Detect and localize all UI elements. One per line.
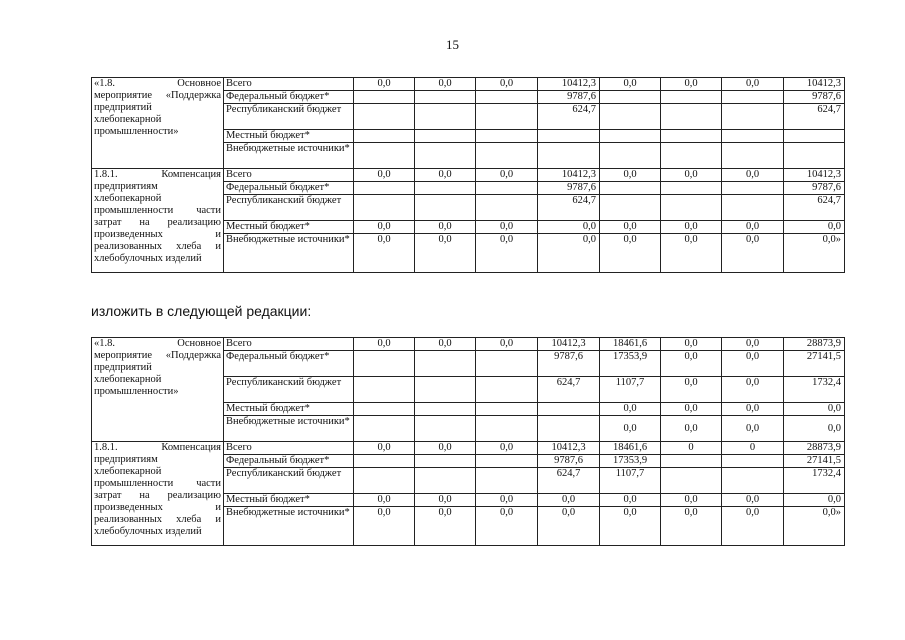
value-cell: 27141,5 bbox=[784, 455, 845, 468]
value-cell bbox=[661, 468, 722, 494]
value-cell: 0,0 bbox=[722, 403, 784, 416]
value-cell: 0,0 bbox=[661, 377, 722, 403]
value-cell: 0,0 bbox=[600, 169, 661, 182]
value-cell: 0,0 bbox=[784, 221, 845, 234]
funding-source: Всего bbox=[224, 442, 354, 455]
value-cell: 0,0 bbox=[784, 416, 845, 442]
value-cell: 10412,3 bbox=[538, 338, 600, 351]
value-cell bbox=[538, 143, 600, 169]
value-cell bbox=[354, 403, 415, 416]
value-cell bbox=[600, 195, 661, 221]
value-cell: 0,0 bbox=[538, 494, 600, 507]
value-cell: 10412,3 bbox=[538, 442, 600, 455]
value-cell: 0,0 bbox=[415, 507, 476, 546]
value-cell: 0,0 bbox=[415, 169, 476, 182]
value-cell: 0,0 bbox=[722, 338, 784, 351]
value-cell: 0,0 bbox=[661, 507, 722, 546]
table-row bbox=[92, 442, 845, 455]
value-cell: 0,0 bbox=[600, 403, 661, 416]
funding-source: Республиканский бюджет bbox=[224, 104, 354, 130]
value-cell: 9787,6 bbox=[784, 182, 845, 195]
value-cell: 9787,6 bbox=[538, 91, 600, 104]
table-row bbox=[92, 338, 845, 351]
value-cell bbox=[476, 351, 538, 377]
value-cell: 0,0 bbox=[661, 234, 722, 273]
value-cell: 18461,6 bbox=[600, 442, 661, 455]
value-cell bbox=[722, 468, 784, 494]
value-cell bbox=[661, 143, 722, 169]
value-cell: 624,7 bbox=[538, 468, 600, 494]
funding-source: Всего bbox=[224, 78, 354, 91]
value-cell bbox=[661, 195, 722, 221]
value-cell: 0,0 bbox=[661, 494, 722, 507]
value-cell: 0,0 bbox=[600, 416, 661, 442]
value-cell: 9787,6 bbox=[538, 455, 600, 468]
value-cell bbox=[600, 104, 661, 130]
value-cell: 0,0 bbox=[722, 494, 784, 507]
value-cell: 0,0 bbox=[600, 494, 661, 507]
value-cell: 624,7 bbox=[784, 104, 845, 130]
value-cell: 0,0 bbox=[354, 338, 415, 351]
value-cell bbox=[722, 182, 784, 195]
value-cell: 0,0 bbox=[722, 377, 784, 403]
funding-source: Всего bbox=[224, 169, 354, 182]
activity-name: 1.8.1. Компенсация предприятиям хлебопекарной промышленности части затрат на реализацию произведенных и реализованных хлеба и хлебобулочных изделий bbox=[92, 169, 224, 273]
value-cell: 0,0 bbox=[354, 221, 415, 234]
activity-name: «1.8. Основное мероприятие «Поддержка предприятий хлебопекарной промышленности» bbox=[92, 78, 224, 169]
value-cell: 28873,9 bbox=[784, 442, 845, 455]
value-cell: 0,0 bbox=[354, 507, 415, 546]
value-cell bbox=[476, 104, 538, 130]
value-cell bbox=[476, 195, 538, 221]
value-cell: 0,0 bbox=[415, 78, 476, 91]
value-cell bbox=[415, 195, 476, 221]
value-cell: 0,0 bbox=[354, 494, 415, 507]
value-cell bbox=[476, 143, 538, 169]
value-cell bbox=[415, 416, 476, 442]
value-cell: 1107,7 bbox=[600, 468, 661, 494]
value-cell bbox=[600, 130, 661, 143]
value-cell bbox=[538, 130, 600, 143]
value-cell bbox=[415, 130, 476, 143]
value-cell: 0,0 bbox=[661, 78, 722, 91]
funding-source: Республиканский бюджет bbox=[224, 468, 354, 494]
value-cell bbox=[722, 455, 784, 468]
value-cell: 0,0 bbox=[476, 78, 538, 91]
value-cell bbox=[476, 403, 538, 416]
value-cell bbox=[354, 195, 415, 221]
value-cell bbox=[415, 468, 476, 494]
funding-source: Внебюджетные источники* bbox=[224, 416, 354, 442]
value-cell bbox=[476, 91, 538, 104]
value-cell: 0,0 bbox=[476, 338, 538, 351]
funding-source: Внебюджетные источники* bbox=[224, 234, 354, 273]
value-cell: 0,0 bbox=[354, 78, 415, 91]
value-cell: 0,0 bbox=[722, 221, 784, 234]
value-cell bbox=[784, 130, 845, 143]
value-cell bbox=[722, 104, 784, 130]
value-cell: 0,0 bbox=[476, 221, 538, 234]
value-cell bbox=[354, 91, 415, 104]
value-cell: 0,0 bbox=[722, 234, 784, 273]
value-cell: 18461,6 bbox=[600, 338, 661, 351]
value-cell bbox=[661, 455, 722, 468]
value-cell bbox=[600, 182, 661, 195]
value-cell bbox=[538, 416, 600, 442]
value-cell: 0,0 bbox=[354, 442, 415, 455]
value-cell: 624,7 bbox=[784, 195, 845, 221]
value-cell: 0,0 bbox=[722, 169, 784, 182]
funding-source: Местный бюджет* bbox=[224, 403, 354, 416]
value-cell: 10412,3 bbox=[784, 78, 845, 91]
value-cell: 0,0 bbox=[722, 78, 784, 91]
funding-source: Местный бюджет* bbox=[224, 130, 354, 143]
value-cell bbox=[661, 91, 722, 104]
funding-source: Федеральный бюджет* bbox=[224, 455, 354, 468]
value-cell: 17353,9 bbox=[600, 455, 661, 468]
value-cell: 0 bbox=[722, 442, 784, 455]
funding-source: Федеральный бюджет* bbox=[224, 351, 354, 377]
value-cell bbox=[600, 143, 661, 169]
value-cell: 0,0 bbox=[415, 338, 476, 351]
value-cell: 0,0 bbox=[476, 234, 538, 273]
value-cell: 0,0 bbox=[722, 416, 784, 442]
value-cell bbox=[415, 377, 476, 403]
value-cell: 0,0 bbox=[661, 416, 722, 442]
value-cell: 0,0 bbox=[476, 169, 538, 182]
value-cell bbox=[354, 455, 415, 468]
funding-source: Всего bbox=[224, 338, 354, 351]
value-cell bbox=[415, 104, 476, 130]
value-cell bbox=[354, 130, 415, 143]
funding-source: Внебюджетные источники* bbox=[224, 143, 354, 169]
table-row bbox=[92, 169, 845, 182]
value-cell bbox=[476, 377, 538, 403]
value-cell: 0,0 bbox=[415, 221, 476, 234]
value-cell bbox=[476, 130, 538, 143]
value-cell bbox=[476, 416, 538, 442]
value-cell: 10412,3 bbox=[784, 169, 845, 182]
funding-source: Местный бюджет* bbox=[224, 221, 354, 234]
value-cell: 624,7 bbox=[538, 377, 600, 403]
value-cell: 0,0 bbox=[600, 507, 661, 546]
value-cell: 0,0 bbox=[538, 221, 600, 234]
value-cell: 0,0 bbox=[476, 442, 538, 455]
value-cell bbox=[415, 351, 476, 377]
funding-table-new bbox=[91, 337, 845, 546]
value-cell bbox=[476, 182, 538, 195]
value-cell bbox=[661, 130, 722, 143]
value-cell: 0,0 bbox=[722, 507, 784, 546]
value-cell bbox=[415, 143, 476, 169]
activity-name: 1.8.1. Компенсация предприятиям хлебопекарной промышленности части затрат на реализацию произведенных и реализованных хлеба и хлебобулочных изделий bbox=[92, 442, 224, 546]
value-cell bbox=[722, 143, 784, 169]
value-cell bbox=[354, 416, 415, 442]
value-cell: 0,0» bbox=[784, 507, 845, 546]
value-cell: 0,0» bbox=[784, 234, 845, 273]
value-cell: 0,0 bbox=[538, 507, 600, 546]
value-cell: 0,0 bbox=[784, 494, 845, 507]
value-cell bbox=[415, 403, 476, 416]
value-cell bbox=[722, 195, 784, 221]
funding-source: Республиканский бюджет bbox=[224, 377, 354, 403]
value-cell: 0,0 bbox=[600, 78, 661, 91]
value-cell: 17353,9 bbox=[600, 351, 661, 377]
value-cell bbox=[784, 143, 845, 169]
value-cell bbox=[476, 468, 538, 494]
value-cell: 624,7 bbox=[538, 104, 600, 130]
funding-source: Федеральный бюджет* bbox=[224, 91, 354, 104]
page-number: 15 bbox=[446, 37, 459, 52]
value-cell bbox=[476, 455, 538, 468]
value-cell bbox=[354, 143, 415, 169]
funding-source: Республиканский бюджет bbox=[224, 195, 354, 221]
value-cell: 0,0 bbox=[661, 338, 722, 351]
value-cell: 0,0 bbox=[476, 507, 538, 546]
activity-name: «1.8. Основное мероприятие «Поддержка предприятий хлебопекарной промышленности» bbox=[92, 338, 224, 442]
value-cell: 0,0 bbox=[538, 234, 600, 273]
value-cell: 0,0 bbox=[415, 234, 476, 273]
value-cell: 9787,6 bbox=[784, 91, 845, 104]
value-cell: 0,0 bbox=[354, 169, 415, 182]
value-cell: 9787,6 bbox=[538, 182, 600, 195]
value-cell bbox=[722, 91, 784, 104]
value-cell bbox=[538, 403, 600, 416]
value-cell: 0,0 bbox=[661, 351, 722, 377]
value-cell bbox=[415, 455, 476, 468]
value-cell: 10412,3 bbox=[538, 78, 600, 91]
value-cell bbox=[415, 91, 476, 104]
value-cell bbox=[661, 104, 722, 130]
value-cell: 0,0 bbox=[784, 403, 845, 416]
funding-source: Местный бюджет* bbox=[224, 494, 354, 507]
value-cell: 0 bbox=[661, 442, 722, 455]
value-cell: 1732,4 bbox=[784, 468, 845, 494]
value-cell bbox=[415, 182, 476, 195]
value-cell: 28873,9 bbox=[784, 338, 845, 351]
table-row bbox=[92, 78, 845, 91]
value-cell: 0,0 bbox=[661, 169, 722, 182]
value-cell bbox=[354, 182, 415, 195]
intro-text: изложить в следующей редакции: bbox=[91, 303, 312, 319]
value-cell bbox=[354, 351, 415, 377]
value-cell: 0,0 bbox=[661, 221, 722, 234]
value-cell: 0,0 bbox=[476, 494, 538, 507]
funding-source: Федеральный бюджет* bbox=[224, 182, 354, 195]
value-cell: 0,0 bbox=[600, 221, 661, 234]
value-cell: 9787,6 bbox=[538, 351, 600, 377]
value-cell bbox=[354, 104, 415, 130]
value-cell bbox=[600, 91, 661, 104]
value-cell: 0,0 bbox=[722, 351, 784, 377]
value-cell: 10412,3 bbox=[538, 169, 600, 182]
value-cell: 0,0 bbox=[600, 234, 661, 273]
value-cell: 0,0 bbox=[415, 494, 476, 507]
value-cell bbox=[354, 468, 415, 494]
value-cell: 624,7 bbox=[538, 195, 600, 221]
value-cell: 0,0 bbox=[661, 403, 722, 416]
value-cell bbox=[661, 182, 722, 195]
value-cell bbox=[722, 130, 784, 143]
funding-table-old bbox=[91, 77, 845, 273]
value-cell: 27141,5 bbox=[784, 351, 845, 377]
value-cell: 0,0 bbox=[415, 442, 476, 455]
value-cell: 1732,4 bbox=[784, 377, 845, 403]
value-cell: 0,0 bbox=[354, 234, 415, 273]
value-cell: 1107,7 bbox=[600, 377, 661, 403]
funding-source: Внебюджетные источники* bbox=[224, 507, 354, 546]
value-cell bbox=[354, 377, 415, 403]
